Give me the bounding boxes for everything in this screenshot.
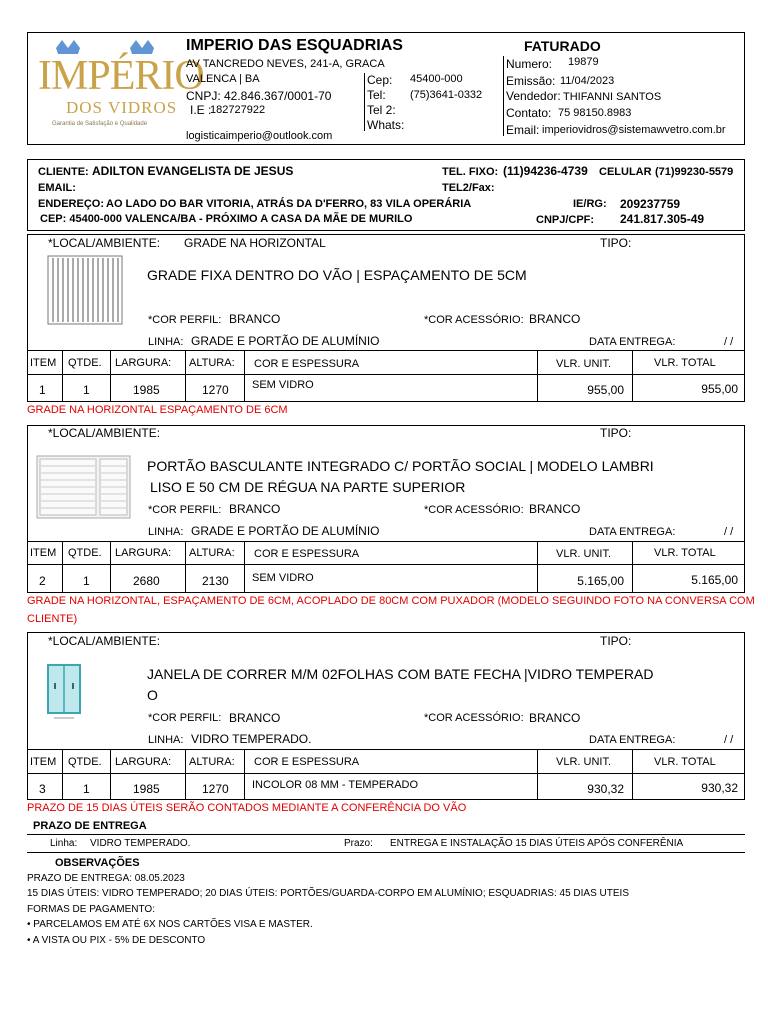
item-3-h-vlr-total: VLR. TOTAL (654, 756, 716, 768)
order-email-label: Email: (506, 123, 540, 137)
item-2-note-1: GRADE NA HORIZONTAL, ESPAÇAMENTO DE 6CM, ACOPLADO DE 80CM COM PUXADOR (MODELO SEGUINDO FOTO NA CONVERSA COM (27, 595, 755, 607)
item-3-data-entrega-value: / / (724, 734, 734, 746)
order-contato-value: 75 98150.8983 (558, 107, 632, 119)
item-2-largura: 2680 (133, 574, 160, 588)
item-1-qtde: 1 (83, 383, 90, 397)
item-2-vlr-total: 5.165,00 (691, 573, 738, 587)
observacao-line: • A VISTA OU PIX - 5% DE DESCONTO (27, 935, 206, 946)
observacao-line: • PARCELAMOS EM ATÉ 6X NOS CARTÕES VISA E MASTER. (27, 919, 313, 930)
item-1-vlr-total: 955,00 (701, 382, 738, 396)
item-2-col (632, 541, 633, 593)
item-1-grade-image (47, 255, 123, 325)
item-3-h-item: ITEM (30, 756, 57, 768)
prazo-line-top (27, 834, 745, 835)
client-telfixo-label: TEL. FIXO: (442, 166, 499, 178)
logo-title: IMPÉRIO (38, 53, 204, 99)
item-3-qtde: 1 (83, 782, 90, 796)
item-3-local-label: *LOCAL/AMBIENTE: (48, 634, 161, 648)
item-3-description-1: JANELA DE CORRER M/M 02FOLHAS COM BATE FECHA |VIDRO TEMPERAD (147, 666, 654, 682)
item-1-col (537, 350, 538, 402)
client-name: ADILTON EVANGELISTA DE JESUS (92, 164, 294, 178)
item-1-col (632, 350, 633, 402)
item-3-data-entrega-label: DATA ENTREGA: (589, 734, 676, 746)
prazo-line-bottom (27, 852, 745, 853)
order-email-value: imperiovidros@sistemawvetro.com.br (542, 124, 726, 136)
item-1-h-item: ITEM (30, 357, 57, 369)
item-3-col (62, 749, 63, 800)
company-whats-label: Whats: (367, 118, 405, 132)
item-1-col (244, 350, 245, 402)
client-email-label: EMAIL: (38, 182, 76, 194)
item-2-local-label: *LOCAL/AMBIENTE: (48, 426, 161, 440)
item-3-col (185, 749, 186, 800)
item-3-cor-perfil-value: BRANCO (229, 711, 281, 725)
item-3-col (244, 749, 245, 800)
company-cnpj: CNPJ: 42.846.367/0001-70 (186, 89, 332, 103)
company-name: IMPERIO DAS ESQUADRIAS (186, 37, 403, 54)
item-2-table-mid (27, 564, 745, 565)
item-2-cor-perfil-label: *COR PERFIL: (148, 504, 222, 516)
item-1-h-vlr-unit: VLR. UNIT. (556, 358, 612, 370)
prazo-linha-value: VIDRO TEMPERADO. (90, 838, 191, 849)
item-1-col (185, 350, 186, 402)
item-1-cor: SEM VIDRO (252, 379, 314, 391)
item-1-col (62, 350, 63, 402)
item-1-table-mid (27, 374, 745, 375)
item-2-h-vlr-unit: VLR. UNIT. (556, 548, 612, 560)
item-2-h-qtde: QTDE. (68, 547, 102, 559)
item-2-col (110, 541, 111, 593)
client-ierg-value: 209237759 (620, 197, 681, 211)
item-2-col (537, 541, 538, 593)
item-2-table-top (27, 541, 745, 542)
order-contato-label: Contato: (506, 106, 552, 120)
item-1-cor-acessorio-label: *COR ACESSÓRIO: (424, 314, 524, 326)
company-ie-label: I.E : (190, 103, 212, 117)
item-3-table-mid (27, 773, 745, 774)
item-2-h-item: ITEM (30, 547, 57, 559)
item-2-cor-acessorio-value: BRANCO (529, 502, 581, 516)
prazo-linha-label: Linha: (50, 838, 78, 849)
client-endereco-label: ENDEREÇO: (38, 198, 105, 210)
order-vendedor-value: THIFANNI SANTOS (563, 91, 662, 103)
item-1-col (110, 350, 111, 402)
item-3-vlr-unit: 930,32 (587, 782, 624, 796)
header-divider (364, 73, 365, 131)
item-2-data-entrega-label: DATA ENTREGA: (589, 526, 676, 538)
company-address: AV TANCREDO NEVES, 241-A, GRACA (186, 58, 385, 70)
item-3-h-cor: COR E ESPESSURA (254, 756, 360, 768)
prazo-prazo-label: Prazo: (344, 838, 373, 849)
item-3-h-largura: LARGURA: (115, 756, 172, 768)
observacao-line: 15 DIAS ÚTEIS: VIDRO TEMPERADO; 20 DIAS ÚTEIS: PORTÕES/GUARDA-CORPO EM ALUMÍNIO; ESQUADRIAS: 45 DIAS UTEIS (27, 888, 629, 899)
item-3-h-vlr-unit: VLR. UNIT. (556, 756, 612, 768)
item-3-cor-acessorio-value: BRANCO (529, 711, 581, 725)
item-1-altura: 1270 (202, 383, 229, 397)
item-1-local-label: *LOCAL/AMBIENTE: (48, 236, 161, 250)
item-3-largura: 1985 (133, 782, 160, 796)
item-1-table-top (27, 350, 745, 351)
client-cnpjcpf-value: 241.817.305-49 (620, 212, 705, 226)
item-1-data-entrega-label: DATA ENTREGA: (589, 336, 676, 348)
item-2-qtde: 1 (83, 574, 90, 588)
client-tel2-label: TEL2/Fax: (442, 182, 495, 194)
item-2-note-2: CLIENTE) (27, 613, 78, 625)
item-1-item: 1 (39, 383, 46, 397)
item-3-note: PRAZO DE 15 DIAS ÚTEIS SERÃO CONTADOS MEDIANTE A CONFERÊNCIA DO VÃO (27, 802, 467, 814)
client-telfixo-value: (11)94236-4739 (503, 164, 588, 178)
order-divider (503, 56, 504, 136)
item-2-linha-label: LINHA: (148, 526, 184, 538)
item-2-vlr-unit: 5.165,00 (577, 574, 624, 588)
item-1-h-vlr-total: VLR. TOTAL (654, 357, 716, 369)
item-3-col (110, 749, 111, 800)
client-cnpjcpf-label: CNPJ/CPF: (536, 214, 595, 226)
item-1-tipo-label: TIPO: (600, 236, 632, 250)
item-1-h-altura: ALTURA: (189, 357, 235, 369)
client-cep-line: CEP: 45400-000 VALENCA/BA - PRÓXIMO A CASA DA MÃE DE MURILO (40, 213, 413, 225)
observacoes-title: OBSERVAÇÕES (55, 857, 140, 869)
item-2-description-1: PORTÃO BASCULANTE INTEGRADO C/ PORTÃO SOCIAL | MODELO LAMBRI (147, 458, 654, 474)
item-3-description-2: O (147, 687, 158, 703)
item-2-cor: SEM VIDRO (252, 572, 314, 584)
item-3-h-altura: ALTURA: (189, 756, 235, 768)
item-1-vlr-unit: 955,00 (587, 383, 624, 397)
company-cep-value: 45400-000 (410, 73, 463, 85)
company-tel-value: (75)3641-0332 (410, 89, 483, 101)
item-3-linha-label: LINHA: (148, 734, 184, 746)
item-2-item: 2 (39, 574, 46, 588)
order-numero-value: 19879 (568, 56, 599, 68)
item-2-description-2: LISO E 50 CM DE RÉGUA NA PARTE SUPERIOR (150, 479, 466, 495)
item-2-data-entrega-value: / / (724, 526, 734, 538)
observacao-line: PRAZO DE ENTREGA: 08.05.2023 (27, 873, 185, 884)
order-vendedor-label: Vendedor: (506, 89, 561, 103)
item-1-largura: 1985 (133, 383, 160, 397)
item-2-portao-image (36, 455, 131, 521)
item-1-description: GRADE FIXA DENTRO DO VÃO | ESPAÇAMENTO DE 5CM (147, 267, 527, 283)
item-1-h-qtde: QTDE. (68, 357, 102, 369)
company-tel2-label: Tel 2: (367, 103, 396, 117)
prazo-prazo-value: ENTREGA E INSTALAÇÃO 15 DIAS ÚTEIS APÓS CONFERÊNIA (390, 838, 684, 849)
company-ie-value: 182727922 (210, 104, 266, 116)
item-2-cor-perfil-value: BRANCO (229, 502, 281, 516)
item-3-altura: 1270 (202, 782, 229, 796)
company-city: VALENCA | BA (186, 73, 260, 85)
item-3-cor: INCOLOR 08 MM - TEMPERADO (252, 779, 419, 791)
item-1-h-cor: COR E ESPESSURA (254, 358, 360, 370)
item-3-cor-acessorio-label: *COR ACESSÓRIO: (424, 712, 524, 724)
order-emissao-value: 11/04/2023 (560, 75, 615, 87)
item-1-cor-perfil-label: *COR PERFIL: (148, 314, 222, 326)
item-3-tipo-label: TIPO: (600, 634, 632, 648)
order-numero-label: Numero: (506, 57, 553, 71)
logo-tagline: Garantia de Satisfação e Qualidade (52, 121, 148, 127)
client-endereco-value: AO LADO DO BAR VITORIA, ATRÁS DA D'FERRO, 83 VILA OPERÁRIA (106, 198, 472, 210)
client-celular-value: (71)99230-5579 (655, 166, 734, 178)
item-3-col (537, 749, 538, 800)
company-cep-label: Cep: (367, 73, 393, 87)
client-celular-label: CELULAR (599, 166, 652, 178)
client-label: CLIENTE: (38, 166, 89, 178)
item-1-linha-value: GRADE E PORTÃO DE ALUMÍNIO (191, 334, 380, 348)
item-3-table-top (27, 749, 745, 750)
item-2-altura: 2130 (202, 574, 229, 588)
item-1-h-largura: LARGURA: (115, 357, 172, 369)
item-3-h-qtde: QTDE. (68, 756, 102, 768)
item-2-linha-value: GRADE E PORTÃO DE ALUMÍNIO (191, 524, 380, 538)
prazo-title: PRAZO DE ENTREGA (33, 820, 147, 832)
order-status: FATURADO (524, 38, 601, 54)
item-1-cor-perfil-value: BRANCO (229, 312, 281, 326)
item-2-tipo-label: TIPO: (600, 426, 632, 440)
item-1-linha-label: LINHA: (148, 336, 184, 348)
item-3-cor-perfil-label: *COR PERFIL: (148, 712, 222, 724)
item-1-note: GRADE NA HORIZONTAL ESPAÇAMENTO DE 6CM (27, 404, 288, 416)
item-3-linha-value: VIDRO TEMPERADO. (191, 732, 312, 746)
item-2-col (185, 541, 186, 593)
client-ierg-label: IE/RG: (573, 198, 607, 210)
item-3-item: 3 (39, 782, 46, 796)
item-1-box (27, 234, 745, 402)
item-2-cor-acessorio-label: *COR ACESSÓRIO: (424, 504, 524, 516)
item-2-h-altura: ALTURA: (189, 547, 235, 559)
item-3-vlr-total: 930,32 (701, 781, 738, 795)
item-2-box (27, 425, 745, 593)
item-1-cor-acessorio-value: BRANCO (529, 312, 581, 326)
item-1-data-entrega-value: / / (724, 336, 734, 348)
observacao-line: FORMAS DE PAGAMENTO: (27, 904, 155, 915)
item-3-box (27, 632, 745, 800)
item-3-janela-image (46, 663, 82, 721)
company-email: logisticaimperio@outlook.com (186, 130, 333, 142)
item-2-h-vlr-total: VLR. TOTAL (654, 547, 716, 559)
logo-subtitle: DOS VIDROS (66, 98, 178, 117)
item-1-local-value: GRADE NA HORIZONTAL (184, 236, 326, 250)
item-2-h-cor: COR E ESPESSURA (254, 548, 360, 560)
company-tel-label: Tel: (367, 88, 386, 102)
item-2-h-largura: LARGURA: (115, 547, 172, 559)
order-emissao-label: Emissão: (506, 74, 556, 88)
item-2-col (62, 541, 63, 593)
item-3-col (632, 749, 633, 800)
item-2-col (244, 541, 245, 593)
